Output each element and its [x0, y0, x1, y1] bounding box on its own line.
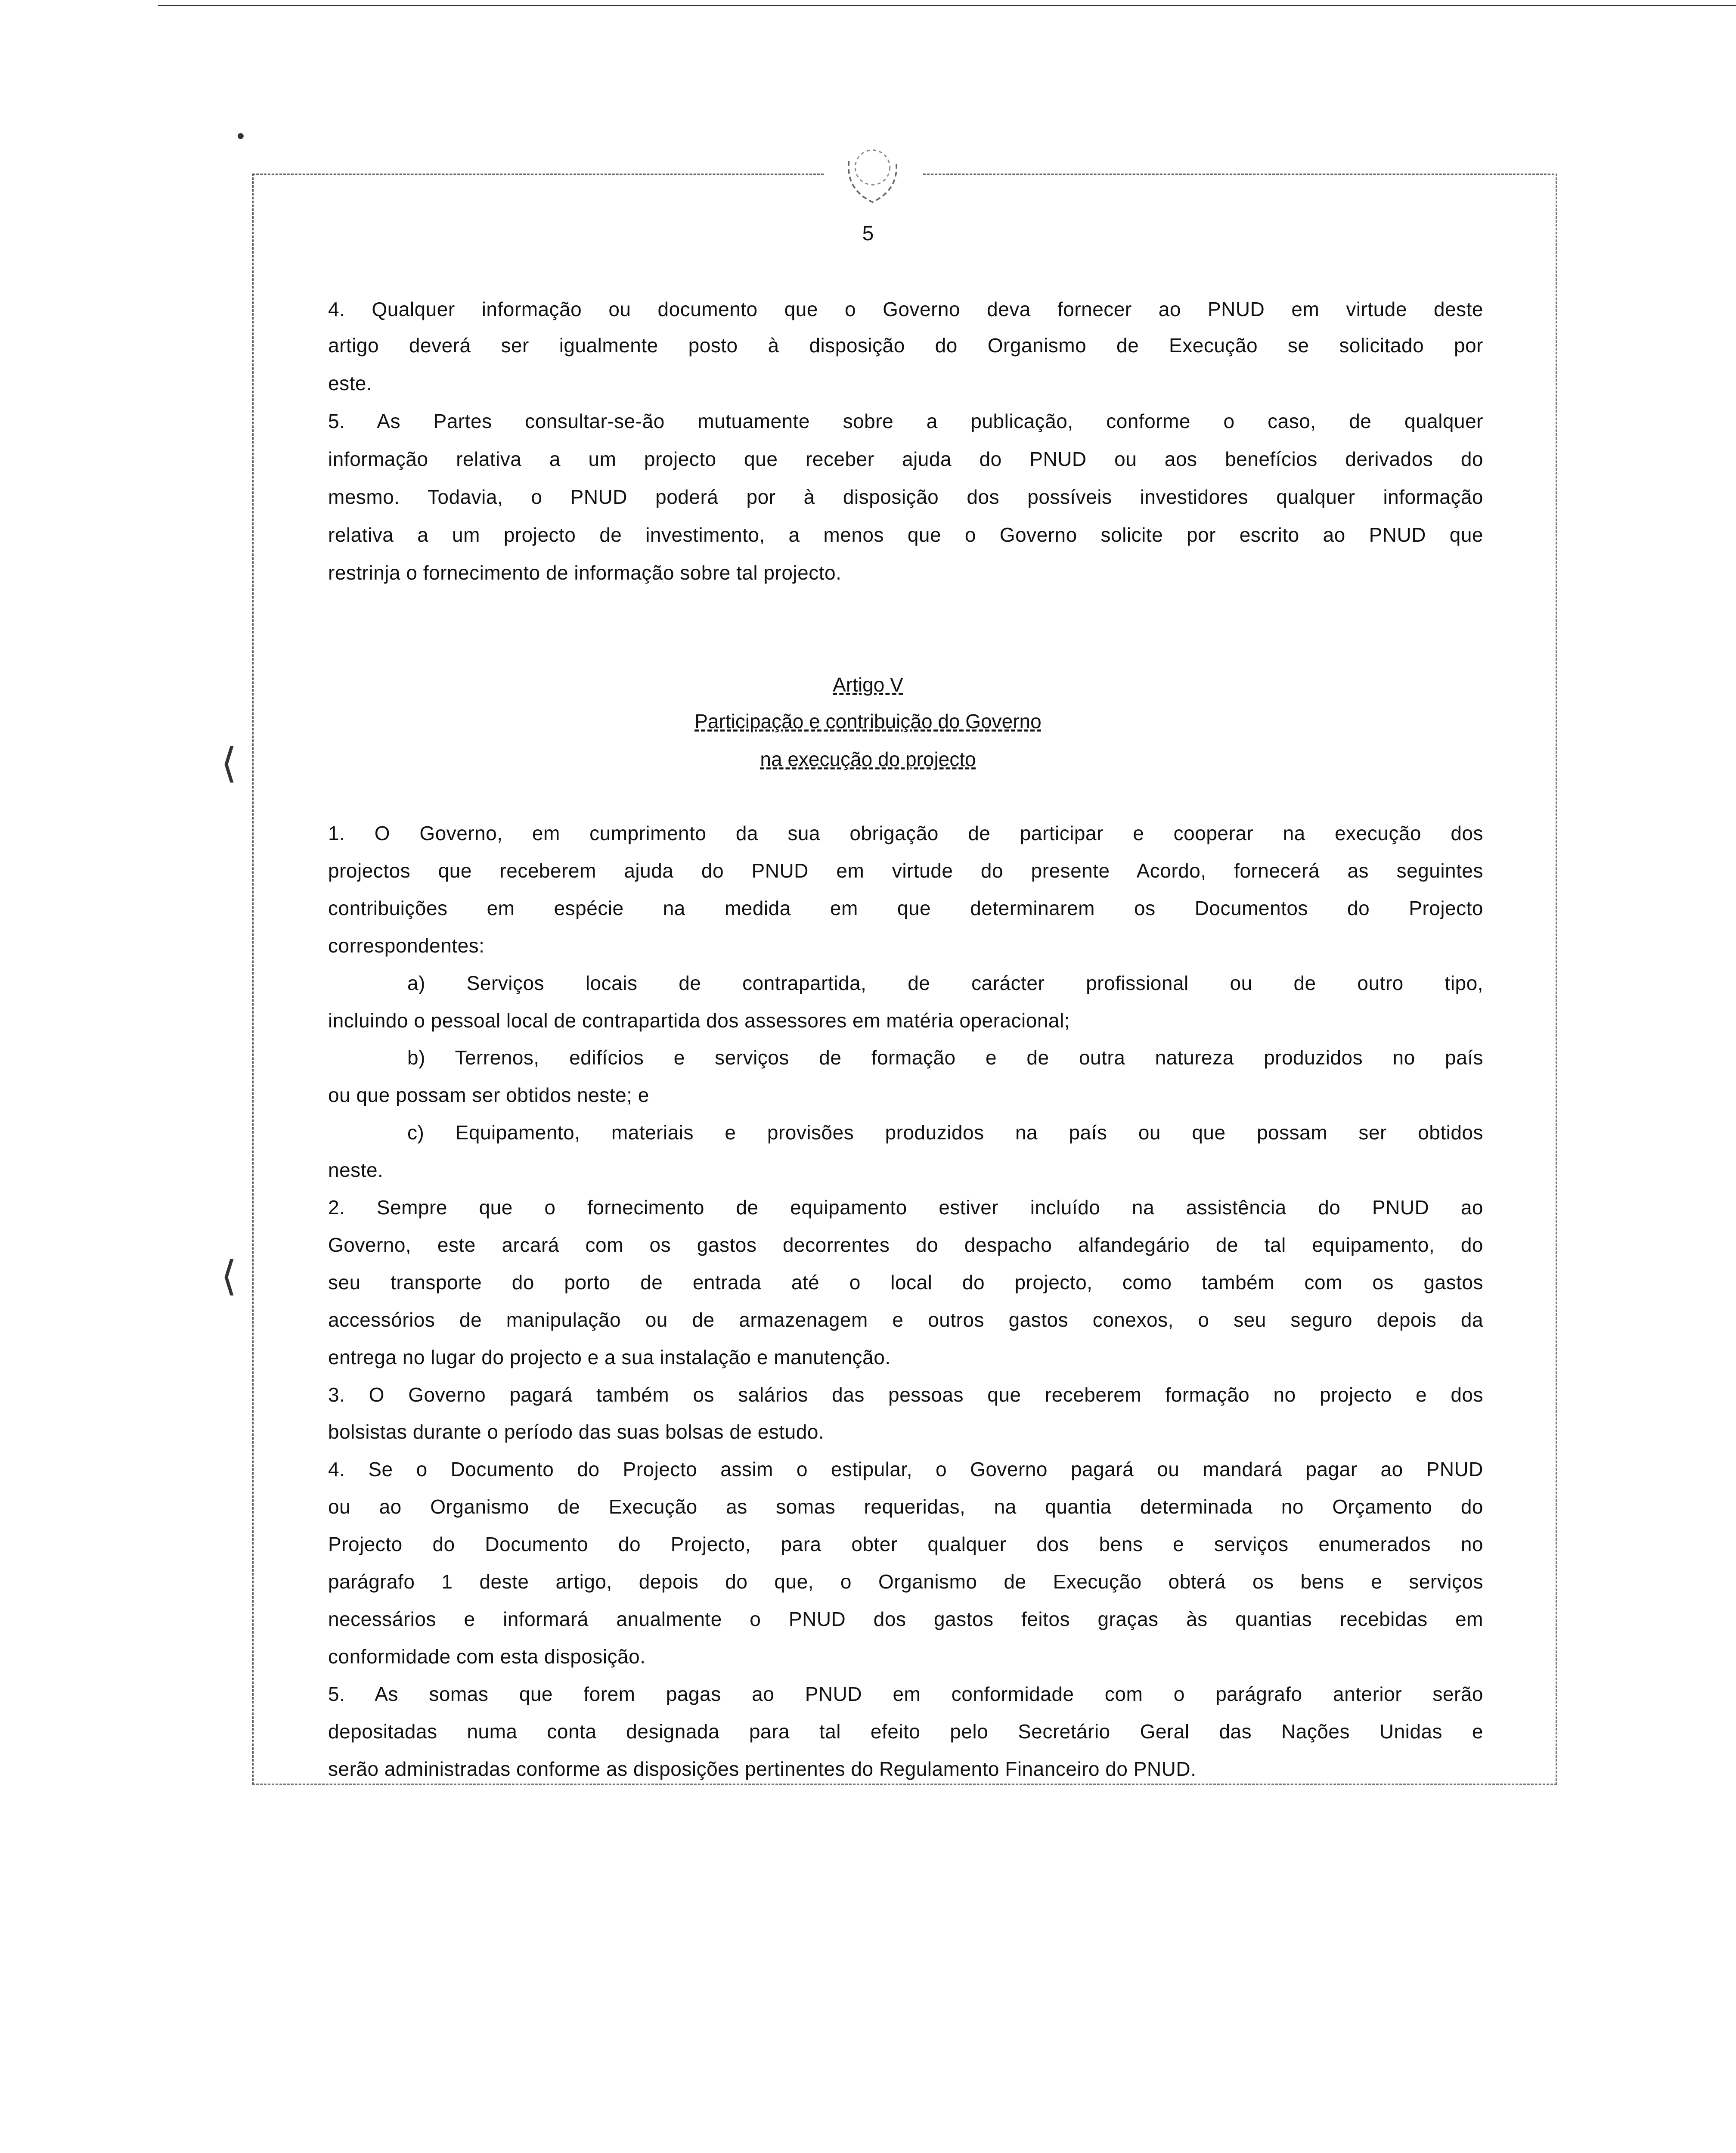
paragraph-line: 4. Qualquer informação ou documento que o Governo deva fornecer ao PNUD em virtude deste	[328, 298, 1483, 320]
paragraph-line: restrinja o fornecimento de informação sobre tal projecto.	[328, 562, 842, 584]
paragraph-line: ou que possam ser obtidos neste; e	[328, 1084, 649, 1106]
paragraph-line: c) Equipamento, materiais e provisões produzidos na país ou que possam ser obtidos	[407, 1121, 1483, 1144]
paragraph-line: depositadas numa conta designada para tal efeito pelo Secretário Geral das Nações Unidas e	[328, 1720, 1483, 1743]
paragraph-line: a) Serviços locais de contrapartida, de carácter profissional ou de outro tipo,	[407, 972, 1483, 994]
paragraph-line: este.	[328, 372, 372, 394]
paragraph-line: 2. Sempre que o fornecimento de equipamento estiver incluído na assistência do PNUD ao	[328, 1196, 1483, 1219]
paragraph-line: 3. O Governo pagará também os salários das pessoas que receberem formação no projecto e dos	[328, 1384, 1483, 1406]
paragraph-line: contribuições em espécie na medida em que determinarem os Documentos do Projecto	[328, 897, 1483, 919]
paragraph-line: conformidade com esta disposição.	[328, 1645, 646, 1668]
paragraph-line: serão administradas conforme as disposições pertinentes do Regulamento Financeiro do PNUD.	[328, 1758, 1197, 1780]
un-emblem-icon	[833, 139, 912, 208]
paragraph-line: correspondentes:	[328, 934, 485, 957]
paragraph-line: Projecto do Documento do Projecto, para obter qualquer dos bens e serviços enumerados no	[328, 1533, 1483, 1555]
paragraph-line: neste.	[328, 1159, 384, 1181]
paragraph-line: ou ao Organismo de Execução as somas requeridas, na quantia determinada no Orçamento do	[328, 1495, 1483, 1518]
paragraph-line: b) Terrenos, edifícios e serviços de formação e de outra natureza produzidos no país	[407, 1046, 1483, 1069]
binding-mark: ⟨	[221, 1253, 237, 1299]
scan-edge-line	[158, 5, 1736, 6]
paragraph-line: mesmo. Todavia, o PNUD poderá por à disposição dos possíveis investidores qualquer informação	[328, 486, 1483, 508]
paragraph-line: incluindo o pessoal local de contrapartida dos assessores em matéria operacional;	[328, 1009, 1070, 1032]
paragraph-line: parágrafo 1 deste artigo, depois do que, o Organismo de Execução obterá os bens e serviços	[328, 1570, 1483, 1593]
paragraph-line: 4. Se o Documento do Projecto assim o estipular, o Governo pagará ou mandará pagar ao PNUD	[328, 1458, 1483, 1480]
scan-speck: •	[237, 124, 245, 148]
paragraph-line: entrega no lugar do projecto e a sua instalação e manutenção.	[328, 1346, 891, 1368]
paragraph-line: 1. O Governo, em cumprimento da sua obrigação de participar e cooperar na execução dos	[328, 822, 1483, 844]
paragraph-line: seu transporte do porto de entrada até o local do projecto, como também com os gastos	[328, 1271, 1483, 1294]
paragraph-line: 5. As somas que forem pagas ao PNUD em conformidade com o parágrafo anterior serão	[328, 1683, 1483, 1705]
paragraph-line: accessórios de manipulação ou de armazenagem e outros gastos conexos, o seu seguro depois da	[328, 1309, 1483, 1331]
paragraph-line: Governo, este arcará com os gastos decorrentes do despacho alfandegário de tal equipamento, do	[328, 1234, 1483, 1256]
paragraph-line: 5. As Partes consultar-se-ão mutuamente sobre a publicação, conforme o caso, de qualquer	[328, 410, 1483, 432]
paragraph-line: informação relativa a um projecto que receber ajuda do PNUD ou aos benefícios derivados do	[328, 448, 1483, 470]
page-number: 5	[862, 222, 874, 245]
article-title-line2: na execução do projecto	[760, 748, 976, 770]
paragraph-line: projectos que receberem ajuda do PNUD em virtude do presente Acordo, fornecerá as seguintes	[328, 859, 1483, 882]
paragraph-line: artigo deverá ser igualmente posto à disposição do Organismo de Execução se solicitado por	[328, 334, 1483, 357]
paragraph-line: necessários e informará anualmente o PNUD dos gastos feitos graças às quantias recebidas em	[328, 1608, 1483, 1630]
binding-mark: ⟨	[221, 741, 237, 786]
article-title: Participação e contribuição do Governo	[694, 710, 1042, 732]
paragraph-line: relativa a um projecto de investimento, a menos que o Governo solicite por escrito ao PNUD que	[328, 524, 1483, 546]
article-number: Artigo V	[833, 673, 903, 696]
paragraph-line: bolsistas durante o período das suas bolsas de estudo.	[328, 1421, 825, 1443]
